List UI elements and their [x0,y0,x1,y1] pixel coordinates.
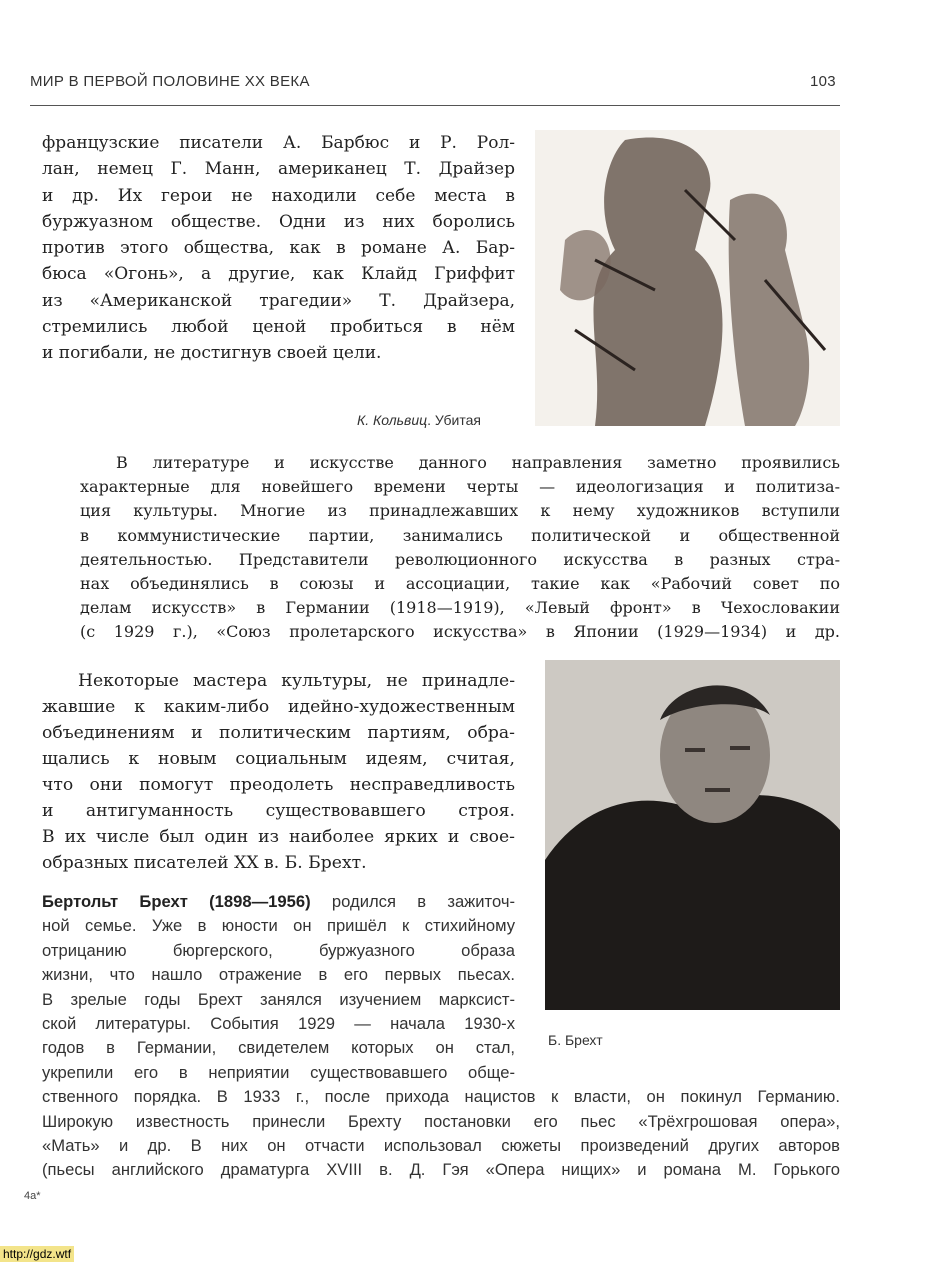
drawing-caption [357,412,481,428]
text-line: (с 1929 г.), «Союз пролетарского искусства» в Японии (1929—1934) и др. [80,622,840,642]
text-line: буржуазном обществе. Одни из них боролись [42,211,515,232]
text-line: из «Американской трагедии» Т. Драйзера, [42,290,515,311]
text-line [42,890,515,914]
text-line: что они помогут преодолеть несправедливость [42,775,515,795]
text-line: против этого общества, как в романе А. Бар- [42,238,515,259]
text-line: французские писатели А. Барбюс и Р. Рол- [42,133,515,153]
print-signature: 4а* [24,1190,41,1202]
paragraph-1 [42,130,515,367]
text-line: (пьесы английского драматурга XVIII в. Д. Гэя «Опера нищих» и романа М. Горького [42,1160,840,1180]
text-line: ной семье. Уже в юности он пришёл к стихийному [42,916,515,936]
paragraph-4 [42,890,840,1183]
text-line: Некоторые мастера культуры, не принадле- [78,671,515,691]
paragraph-3 [42,668,515,876]
caption-title: . Убитая [427,412,481,428]
text-span: родился в зажиточ- [310,892,515,911]
paragraph-2 [80,451,840,645]
kollwitz-drawing-illustration [535,130,840,426]
text-line: образных писателей XX в. Б. Брехт. [42,853,367,873]
page-number: 103 [810,73,836,90]
text-line: нах объединялись в союзы и ассоциации, такие как «Рабочий совет по [80,574,840,594]
text-line: укрепили его в неприятии существовавшего обще- [42,1062,515,1082]
text-line: годов в Германии, свидетелем которых он стал, [42,1038,515,1058]
photo-caption: Б. Брехт [548,1032,603,1048]
text-line: лан, немец Г. Манн, американец Т. Драйзер [42,159,515,180]
text-line: ственного порядка. В 1933 г., после прихода нацистов к власти, он покинул Германию. [42,1087,840,1107]
text-line: характерные для новейшего времени черты — идеологизация и политиза- [80,477,840,497]
text-line: жавшие к каким-либо идейно-художественным [42,697,515,717]
text-line: В зрелые годы Брехт занялся изучением марксист- [42,989,515,1009]
text-line: жизни, что нашло отражение в его первых пьесах. [42,965,515,985]
text-line: бюса «Огонь», а другие, как Клайд Гриффит [42,264,515,285]
text-line: объединениям и политическим партиям, обра- [42,723,515,743]
header-divider [30,105,840,106]
text-line: и антигуманность существовавшего строя. [42,801,515,821]
running-header-title: МИР В ПЕРВОЙ ПОЛОВИНЕ XX ВЕКА [30,73,310,90]
bold-name-dates: Бертольт Брехт (1898—1956) [42,892,311,911]
watermark-link[interactable]: http://gdz.wtf [0,1246,74,1262]
text-line: деятельностью. Представители революционного искусства в разных стра- [80,549,840,569]
text-line: и др. Их герои не находили себе места в [42,185,515,206]
text-line: ция культуры. Многие из принадлежавших к нему художников вступили [80,501,840,521]
text-line: Широкую известность принесли Брехту постановки его пьес «Трёхгрошовая опера», [42,1111,840,1131]
text-line: В их числе был один из наиболее ярких и свое- [42,827,515,847]
caption-author: К. Кольвиц [357,412,428,428]
text-line: стремились любой ценой пробиться в нём [42,317,515,338]
text-line: ской литературы. События 1929 — начала 1930-х [42,1014,515,1034]
text-line: В литературе и искусстве данного направления заметно проявились [116,453,840,472]
text-line: щались к новым социальным идеям, считая, [42,749,515,769]
text-line: и погибали, не достигнув своей цели. [42,343,382,364]
text-line: делам искусств» в Германии (1918—1919), «Левый фронт» в Чехословакии [80,598,840,618]
text-line: в коммунистические партии, занимались политической и общественной [80,525,840,545]
text-line: отрицанию бюргерского, буржуазного образа [42,940,515,960]
text-line: «Мать» и др. В них он отчасти использовал сюжеты произведений других авторов [42,1136,840,1156]
